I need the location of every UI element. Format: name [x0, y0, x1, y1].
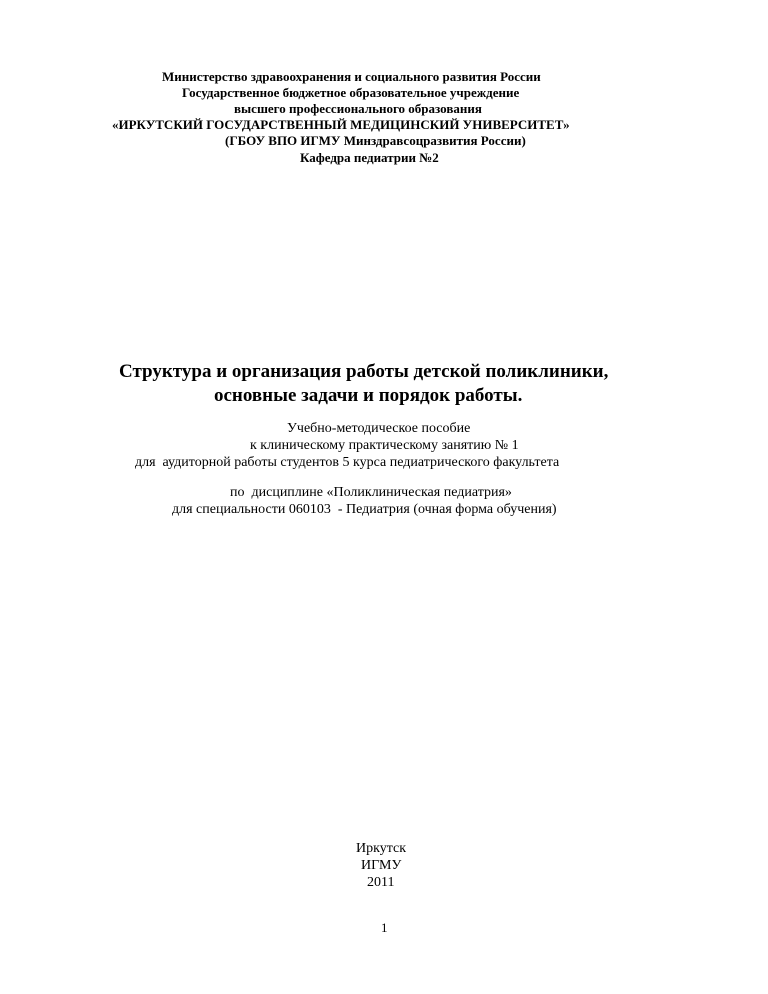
page-number: 1 — [381, 920, 388, 935]
description-line-5: для специальности 060103 - Педиатрия (очная форма обучения) — [172, 502, 557, 517]
description-line-3: для аудиторной работы студентов 5 курса педиатрического факультета — [135, 455, 560, 470]
document-title-line-1: Структура и организация работы детской поликлиники, — [119, 361, 609, 382]
description-line-2: к клиническому практическому занятию № 1 — [250, 438, 519, 453]
institution-type-line: Государственное бюджетное образовательное учреждение — [182, 85, 520, 100]
footer-publisher: ИГМУ — [361, 858, 402, 873]
university-abbreviation-line: (ГБОУ ВПО ИГМУ Минздравсоцразвития России) — [225, 133, 526, 148]
footer-year: 2011 — [367, 875, 395, 890]
university-name-line: «ИРКУТСКИЙ ГОСУДАРСТВЕННЫЙ МЕДИЦИНСКИЙ УНИВЕРСИТЕТ» — [112, 117, 570, 132]
description-line-4: по дисциплине «Поликлиническая педиатрия» — [230, 485, 512, 500]
document-title-line-2: основные задачи и порядок работы. — [214, 385, 523, 406]
ministry-line: Министерство здравоохранения и социального развития России — [162, 69, 541, 84]
footer-city: Иркутск — [356, 841, 407, 856]
education-level-line: высшего профессионального образования — [234, 101, 482, 116]
department-line: Кафедра педиатрии №2 — [300, 150, 439, 165]
description-line-1: Учебно-методическое пособие — [287, 421, 471, 436]
